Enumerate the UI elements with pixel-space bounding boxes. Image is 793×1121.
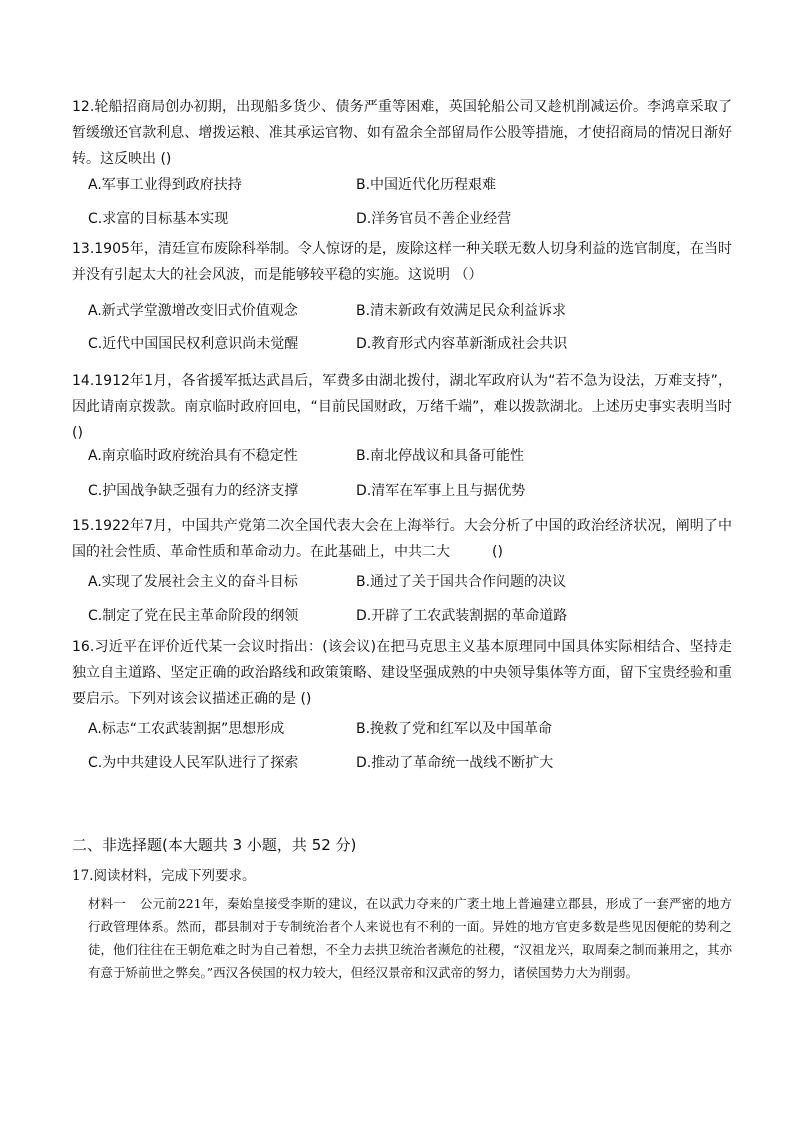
question-16-stem: 16.习近平在评价近代某一会议时指出：(该会议)在把马克思主义基本原理同中国具体实际相结合、坚持走独立自主道路、坚定正确的政治路线和政策策略、建设坚强成熟的中央领导集体等方面，留下宝贵经验和重要启示。下列对该会议描述正确的是 () [72, 639, 732, 707]
q16-option-c: C.为中共建设人民军队进行了探索 [88, 755, 299, 771]
q13-option-a: A.新式学堂激增改变旧式价值观念 [88, 303, 298, 319]
q16-option-b: B.挽救了党和红军以及中国革命 [356, 721, 553, 737]
q12-option-b: B.中国近代化历程艰难 [356, 177, 497, 193]
q15-option-c: C.制定了党在民主革命阶段的纲领 [88, 608, 299, 624]
q13-option-c: C.近代中国国民权利意识尚未觉醒 [88, 336, 299, 352]
q15-option-b: B.通过了关于国共合作问题的决议 [356, 574, 567, 590]
q12-option-c: C.求富的目标基本实现 [88, 211, 229, 227]
material-text: 公元前221年，秦始皇接受李斯的建议，在以武力夺来的广袤土地上普遍建立郡县，形成了一套严密的地方行政管理体系。然而，郡县制对于专制统治者个人来说也有不利的一面。异姓的地方官吏多数是些见因便舵的势利之徒，他们往往在王朝危难之时为自己着想，不全力去拱卫统治者濒危的社稷，“汉祖龙兴，取周秦之制而兼用之，其亦有意于矫前世之弊矣。”西汉各侯国的权力较大，但经汉景帝和汉武帝的努力，诸侯国势力大为削弱。 [88, 896, 732, 980]
section-title: 二、非选择题(本大题共 3 小题，共 52 分) [72, 836, 357, 854]
material-one [88, 892, 732, 984]
q16-option-a: A.标志“工农武装割据”思想形成 [88, 721, 285, 737]
question-12-stem: 12.轮船招商局创办初期，出现船多货少、债务严重等困难，英国轮船公司又趁机削减运价。李鸿章采取了暂缓缴还官款利息、增拨运粮、准其承运官物、如有盈余全部留局作公股等措施，才使招商局的情况日渐好转。这反映出 () [72, 99, 732, 167]
q12-option-d: D.洋务官员不善企业经营 [356, 211, 512, 227]
q14-option-a: A.南京临时政府统治具有不稳定性 [88, 448, 298, 464]
q14-option-d: D.清军在军事上且与据优势 [356, 483, 526, 499]
q16-option-d: D.推动了革命统一战线不断扩大 [356, 755, 554, 771]
q15-option-a: A.实现了发展社会主义的奋斗目标 [88, 574, 298, 590]
q13-option-b: B.清末新政有效满足民众利益诉求 [356, 303, 567, 319]
question-14-stem: 14.1912年1月，各省援军抵达武昌后，军费多由湖北拨付，湖北军政府认为“若不急为设法，万难支持”，因此请南京拨款。南京临时政府回电，“目前民国财政，万绪千端”，难以拨款湖北。上述历史事实表明当时 () [72, 373, 732, 441]
material-label: 材料一 [88, 896, 126, 911]
q14-option-b: B.南北停战议和具备可能性 [356, 448, 525, 464]
question-17-title: 17.阅读材料，完成下列要求。 [72, 868, 256, 884]
question-13-stem: 13.1905年，清廷宣布废除科举制。令人惊讶的是，废除这样一种关联无数人切身利益的选官制度，在当时并没有引起太大的社会风波，而是能够较平稳的实施。这说明 （） [72, 241, 732, 283]
q15-option-d: D.开辟了工农武装割据的革命道路 [356, 608, 568, 624]
q12-option-a: A.军事工业得到政府扶持 [88, 177, 242, 193]
q14-option-c: C.护国战争缺乏强有力的经济支撑 [88, 483, 299, 499]
q13-option-d: D.教育形式内容革新渐成社会共识 [356, 336, 568, 352]
question-15-stem: 15.1922年7月，中国共产党第二次全国代表大会在上海举行。大会分析了中国的政治经济状况，阐明了中国的社会性质、革命性质和革命动力。在此基础上，中共二大 () [72, 518, 732, 560]
